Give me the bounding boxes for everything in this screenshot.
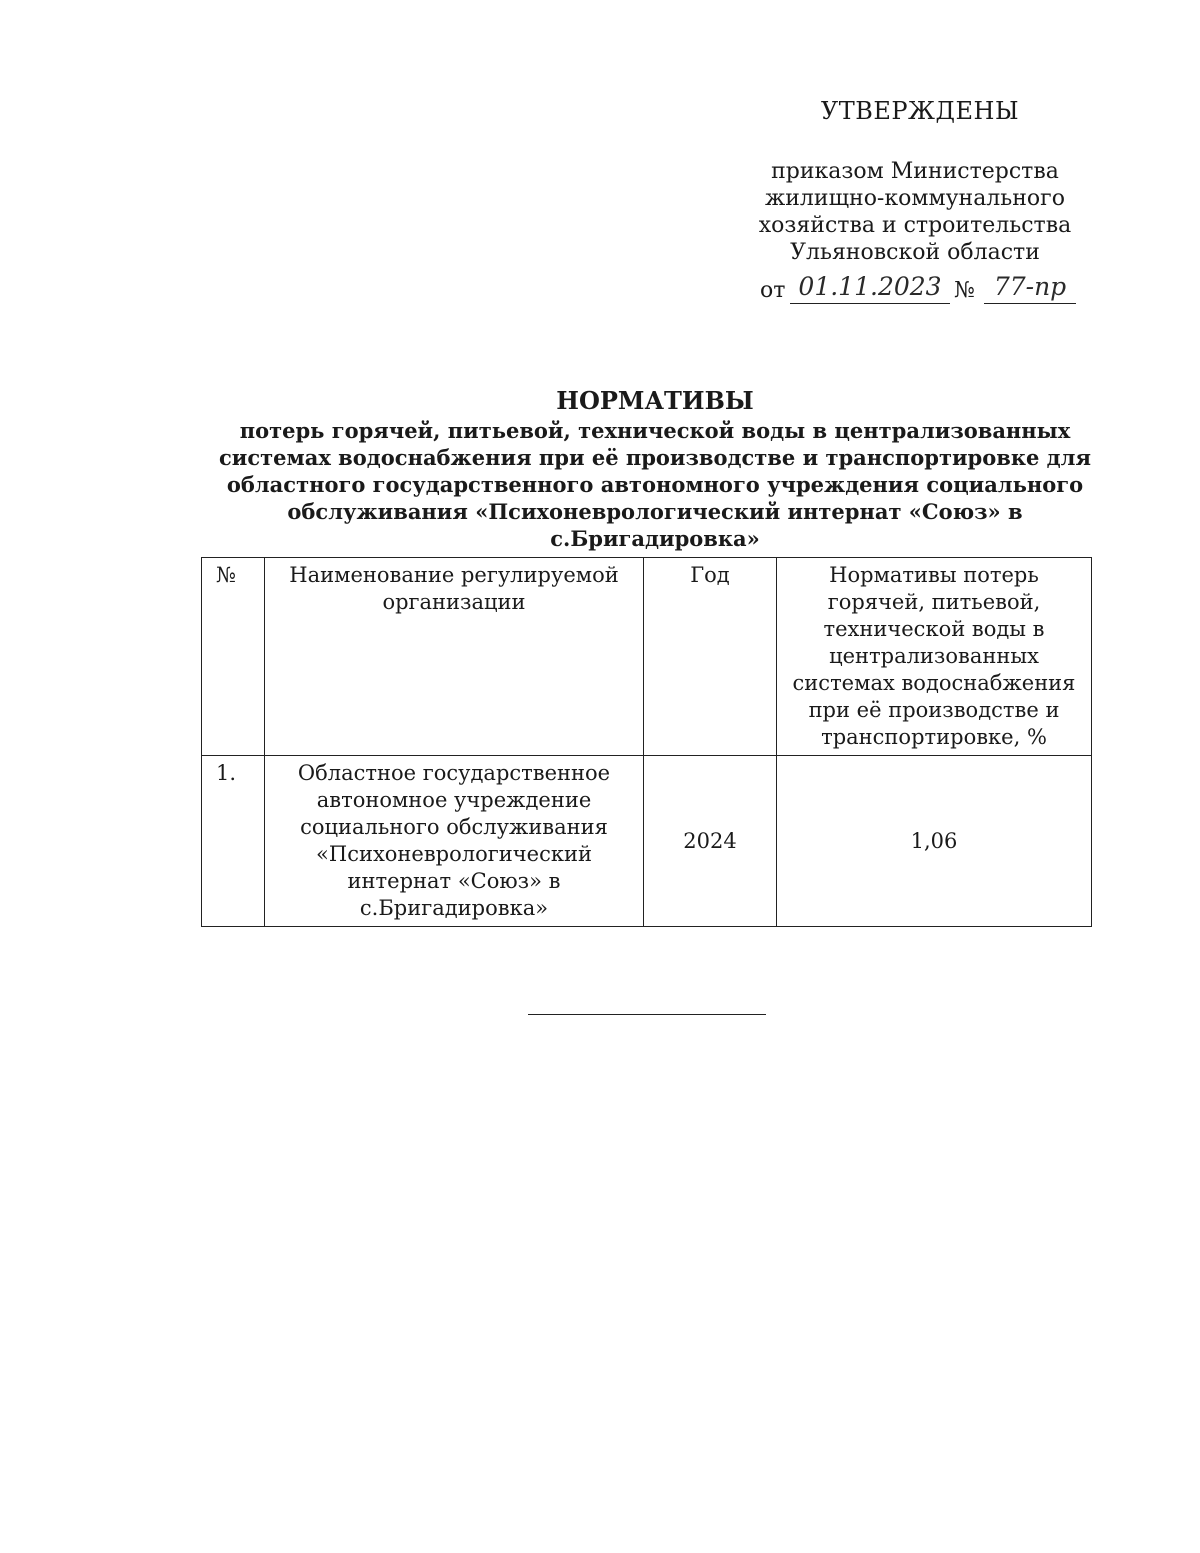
cell-organization: Областное государственное автономное учреждение социального обслуживания «Психоневрологический интернат «Союз» в с.Бригадировка» [265, 756, 644, 927]
approval-title: УТВЕРЖДЕНЫ [820, 97, 1020, 125]
number-underline [984, 303, 1076, 304]
approval-line: жилищно-коммунального [765, 186, 1065, 211]
approval-line: Ульяновской области [790, 240, 1040, 265]
number-prefix: № [954, 278, 975, 303]
approval-line: хозяйства и строительства [758, 213, 1072, 238]
end-of-document-line [528, 1014, 766, 1015]
date-underline [790, 303, 950, 304]
subtitle-line: потерь горячей, питьевой, технической воды в централизованных [239, 418, 1071, 443]
handwritten-number: 77-пр [993, 272, 1067, 301]
header-num: № [202, 558, 265, 756]
cell-norm: 1,06 [777, 756, 1092, 927]
subtitle-line: областного государственного автономного учреждения социального [226, 472, 1084, 497]
approval-line: приказом Министерства [771, 159, 1059, 184]
header-year: Год [644, 558, 777, 756]
table-header-row [202, 558, 1092, 756]
document-heading [180, 385, 1130, 552]
cell-year: 2024 [644, 756, 777, 927]
approval-authority [745, 158, 1085, 266]
document-title: НОРМАТИВЫ [556, 386, 754, 415]
subtitle-line: системах водоснабжения при её производстве и транспортировке для [218, 445, 1091, 470]
approval-date-number [760, 272, 1090, 308]
subtitle-line: обслуживания «Психоневрологический интернат «Союз» в с.Бригадировка» [287, 499, 1023, 551]
table-row [202, 756, 1092, 927]
norms-table [201, 557, 1092, 927]
handwritten-date: 01.11.2023 [798, 272, 942, 301]
header-organization: Наименование регулируемой организации [265, 558, 644, 756]
header-norm: Нормативы потерь горячей, питьевой, технической воды в централизованных системах водоснабжения при её производстве и транспортировке, % [777, 558, 1092, 756]
date-prefix: от [760, 278, 786, 303]
cell-num: 1. [202, 756, 265, 927]
